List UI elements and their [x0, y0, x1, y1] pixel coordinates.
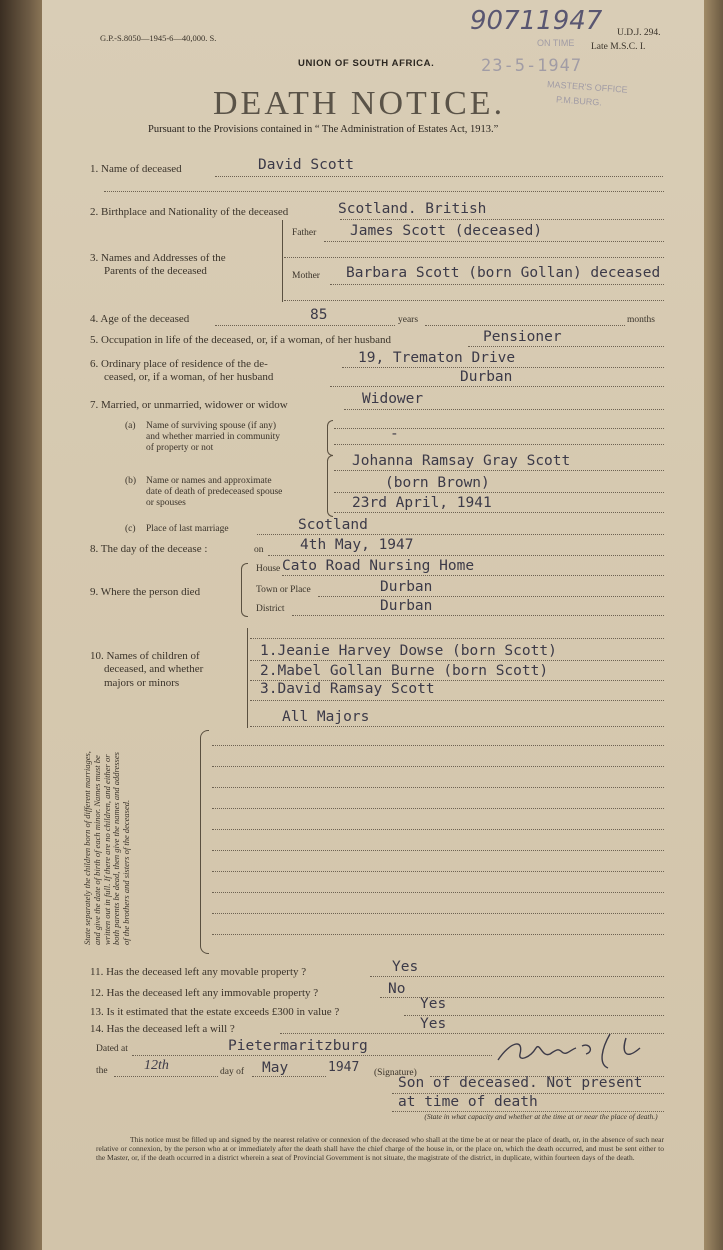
children-instruction: State separately the children born of different marriages, and give the date of birth of each minor. Names must be written out in full. If there are no children, and either or both parents be dead, then give the names and addresses of the brothers and sisters of the deceased.	[82, 751, 132, 945]
f3-bar	[282, 220, 283, 302]
father-line-2	[284, 257, 664, 258]
town-line	[318, 596, 664, 597]
date-stamp: 23-5-1947	[481, 56, 583, 76]
f7a-text-3: of property or not	[146, 443, 214, 453]
child-3: 3.David Ramsay Scott	[260, 681, 435, 697]
f5-label: 5. Occupation in life of the deceased, or, if a woman, of her husband	[90, 334, 392, 346]
f7b-text-3: or spouses	[146, 498, 186, 508]
f7b-line-1	[334, 470, 664, 471]
f10-line-4	[250, 726, 664, 727]
capacity-2: at time of death	[398, 1094, 538, 1110]
f7b-text-2: date of death of predeceased spouse	[146, 487, 283, 497]
f4-label: 4. Age of the deceased	[90, 313, 190, 325]
f7b-line-2	[334, 492, 664, 493]
f2-line	[340, 219, 664, 220]
f6-label-a: 6. Ordinary place of residence of the de-	[90, 358, 268, 370]
f7a-text-1: Name of surviving spouse (if any)	[146, 421, 277, 431]
f10-bar	[247, 628, 248, 728]
district-label: District	[256, 604, 285, 614]
mother-value: Barbara Scott (born Gollan) deceased	[346, 265, 661, 281]
year-value: 1947	[328, 1060, 360, 1075]
f7-line	[344, 409, 664, 410]
reference-stamp: 90711947	[470, 6, 603, 36]
f3-label-b: Parents of the deceased	[104, 265, 207, 277]
years-label: years	[398, 315, 419, 325]
f7a-marker: (a)	[125, 421, 136, 431]
f1-value: David Scott	[258, 157, 355, 173]
blank-line-8	[212, 892, 664, 893]
f7a-value: -	[390, 426, 399, 442]
capacity-hint: (State in what capacity and whether at the time at or near the place of death.)	[424, 1112, 658, 1121]
f14-value: Yes	[420, 1016, 447, 1032]
f7b-value-1: Johanna Ramsay Gray Scott	[352, 453, 571, 469]
f9-brace	[241, 563, 248, 617]
footer-note: This notice must be filled up and signed by the nearest relative or connexion of the deceased who shall at the time be at or near the place of death, or, in the absence of such near relative or connexion, by the person who at or immediately after the death shall have the chief charge of the house in, or the place on, which the death occurred, and must be sent either to the Master, or, if the death occurred in a district wherein a seat of Provincial Government is not situate, the magistrate of the district, in duplicate, within fourteen days of the death.	[96, 1135, 664, 1162]
f7b-value-2: (born Brown)	[385, 475, 490, 491]
f13-value: Yes	[420, 996, 447, 1012]
signature-label: (Signature)	[374, 1068, 417, 1078]
f7a-line-1	[334, 428, 664, 429]
f10-line-1	[250, 660, 664, 661]
dated-label: Dated at	[96, 1044, 128, 1054]
blank-line-10	[212, 934, 664, 935]
late-msc: Late M.S.C. I.	[591, 42, 646, 52]
blank-line-2	[212, 766, 664, 767]
document-left-edge	[0, 0, 42, 1250]
month-value: May	[262, 1060, 289, 1076]
f10-label-b: deceased, and whether	[104, 663, 204, 675]
dated-line	[132, 1055, 492, 1056]
f6-value-a: 19, Trematon Drive	[358, 350, 516, 366]
f12-label: 12. Has the deceased left any immovable property ?	[90, 987, 319, 999]
document-right-edge	[704, 0, 723, 1250]
f4-line	[215, 325, 395, 326]
mother-line-2	[284, 300, 664, 301]
mother-line	[330, 284, 664, 285]
form-code: G.P.-S.8050—1945-6—40,000. S.	[100, 33, 217, 43]
f11-label: 11. Has the deceased left any movable property ?	[90, 966, 307, 978]
f7a-text-2: and whether married in community	[146, 432, 281, 442]
blank-line-3	[212, 787, 664, 788]
father-label: Father	[292, 228, 317, 238]
capacity-1: Son of deceased. Not present	[398, 1075, 643, 1091]
udj-code: U.D.J. 294.	[617, 28, 661, 38]
town-value: Durban	[380, 579, 433, 595]
f7c-text: Place of last marriage	[146, 524, 229, 534]
subtitle: Pursuant to the Provisions contained in “ The Administration of Estates Act, 1913.”	[148, 124, 499, 135]
blank-line-6	[212, 850, 664, 851]
f11-line	[370, 976, 664, 977]
f7-label: 7. Married, or unmarried, widower or widow	[90, 399, 288, 411]
f7b-value-3: 23rd April, 1941	[352, 495, 492, 511]
blank-line-1	[212, 745, 664, 746]
house-line	[282, 575, 664, 576]
mother-label: Mother	[292, 271, 320, 281]
f7a-line-2	[334, 444, 664, 445]
pmb-stamp: P.M.BURG.	[555, 94, 603, 108]
f7b-marker: (b)	[125, 476, 137, 486]
f1-line-2	[104, 191, 664, 192]
f7c-marker: (c)	[125, 524, 136, 534]
district-value: Durban	[380, 598, 433, 614]
f11-value: Yes	[392, 959, 419, 975]
day-of-label: day of	[220, 1067, 245, 1077]
f2-label: 2. Birthplace and Nationality of the deceased	[90, 206, 289, 218]
handwritten-signature	[490, 1028, 650, 1078]
months-label: months	[627, 315, 655, 325]
f7c-line	[257, 534, 664, 535]
father-line	[324, 241, 664, 242]
f3-label-a: 3. Names and Addresses of the	[90, 252, 226, 264]
house-label: House	[256, 564, 281, 574]
dated-place: Pietermaritzburg	[228, 1038, 368, 1054]
page-title: DEATH NOTICE.	[213, 85, 506, 122]
f6-line-b	[330, 386, 664, 387]
f5-line	[468, 346, 664, 347]
district-line	[292, 615, 664, 616]
f8-value: 4th May, 1947	[300, 537, 414, 553]
blank-line-9	[212, 913, 664, 914]
union-heading: UNION OF SOUTH AFRICA.	[298, 58, 435, 69]
f9-label: 9. Where the person died	[90, 586, 201, 598]
f1-line	[215, 176, 663, 177]
blank-line-7	[212, 871, 664, 872]
f5-value: Pensioner	[483, 329, 562, 345]
f10-line-3	[250, 700, 664, 701]
f6-label-b: ceased, or, if a woman, of her husband	[104, 371, 274, 383]
blank-line-4	[212, 808, 664, 809]
month-line	[252, 1076, 326, 1077]
majors-value: All Majors	[282, 709, 370, 725]
masters-office-stamp: MASTER'S OFFICE	[546, 79, 628, 95]
f13-label: 13. Is it estimated that the estate exceeds £300 in value ?	[90, 1006, 340, 1018]
f10-line-0	[250, 638, 664, 639]
f1-label: 1. Name of deceased	[90, 163, 182, 175]
f7b-text-1: Name or names and approximate	[146, 476, 272, 486]
child-1: 1.Jeanie Harvey Dowse (born Scott)	[260, 643, 557, 659]
f7-value: Widower	[362, 391, 424, 407]
f7c-value: Scotland	[298, 517, 368, 533]
f10-label-a: 10. Names of children of	[90, 650, 200, 662]
f7b-line-3	[334, 512, 664, 513]
child-2: 2.Mabel Gollan Burne (born Scott)	[260, 663, 549, 679]
f10-label-c: majors or minors	[104, 677, 180, 689]
f8-on: on	[254, 545, 264, 555]
f8-label: 8. The day of the decease :	[90, 543, 208, 555]
f2-value: Scotland. British	[338, 201, 487, 217]
f4-value: 85	[310, 307, 328, 323]
instruction-brace	[200, 730, 209, 954]
the-label: the	[96, 1066, 108, 1076]
town-label: Town or Place	[256, 585, 311, 595]
blank-line-5	[212, 829, 664, 830]
f7a-brace	[327, 420, 333, 456]
day-line	[114, 1076, 218, 1077]
months-line	[425, 325, 625, 326]
f12-value: No	[388, 981, 406, 997]
day-value: 12th	[144, 1058, 169, 1073]
f8-line	[268, 555, 664, 556]
father-value: James Scott (deceased)	[350, 223, 543, 239]
f14-label: 14. Has the deceased left a will ?	[90, 1023, 235, 1035]
f6-line-a	[342, 367, 664, 368]
house-value: Cato Road Nursing Home	[282, 558, 475, 574]
f6-value-b: Durban	[460, 369, 513, 385]
f7b-brace	[327, 455, 333, 517]
on-time-stamp: ON TIME	[537, 38, 575, 48]
